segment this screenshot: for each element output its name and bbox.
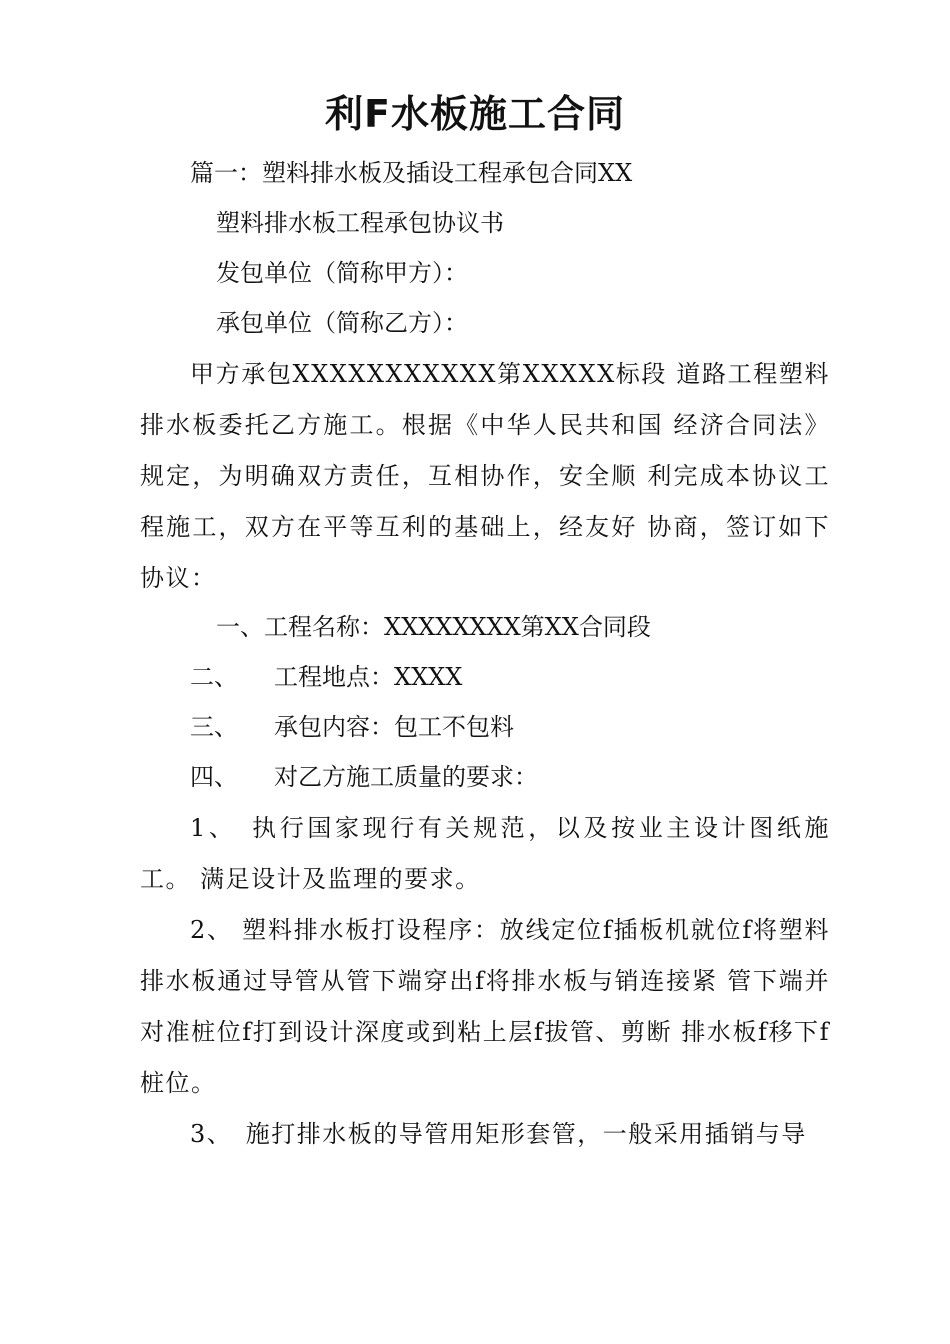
document-title: 利F水板施工合同 xyxy=(325,92,625,136)
party-a-line: 发包单位（简称甲方）： xyxy=(216,259,468,287)
clause-number: 二、 xyxy=(190,663,238,691)
clause-project-location xyxy=(190,662,462,692)
heading-part1: 篇一：塑料排水板及插设工程承包合同XX xyxy=(190,159,633,187)
clause-text: 对乙方施工质量的要求： xyxy=(274,763,538,791)
item-2-paragraph: 2、 塑料排水板打设程序：放线定位f插板机就位f将塑料排水板通过导管从管下端穿出f将排水板与销连接紧 管下端并对准桩位f打到设计深度或到粘上层f拔管、剪断 排水板f移下f桩位。 xyxy=(140,916,830,1097)
clause-number: 四、 xyxy=(190,763,238,791)
clause-text: 承包内容：包工不包料 xyxy=(274,713,514,741)
agreement-title: 塑料排水板工程承包协议书 xyxy=(216,209,504,237)
clause-project-name: 一、工程名称：XXXXXXXX第XX合同段 xyxy=(216,613,651,641)
clause-text: 工程地点：XXXX xyxy=(274,663,463,691)
clause-contract-scope xyxy=(190,712,514,742)
clause-quality-requirements xyxy=(190,762,538,792)
intro-paragraph: 甲方承包XXXXXXXXXXX第XXXXX标段 道路工程塑料排水板委托乙方施工。根据《中华人民共和国 经济合同法》规定，为明确双方责任，互相协作，安全顺 利完成本协议工程施工，双方在平等互利的基础上，经友好 协商，签订如下协议： xyxy=(140,360,830,592)
party-b-line: 承包单位（简称乙方）： xyxy=(216,309,468,337)
item-3-paragraph: 3、 施打排水板的导管用矩形套管，一般采用插销与导 xyxy=(190,1120,807,1148)
item-1-paragraph: 1、 执行国家现行有关规范，以及按业主设计图纸施工。 满足设计及监理的要求。 xyxy=(140,814,830,893)
clause-number: 三、 xyxy=(190,713,238,741)
